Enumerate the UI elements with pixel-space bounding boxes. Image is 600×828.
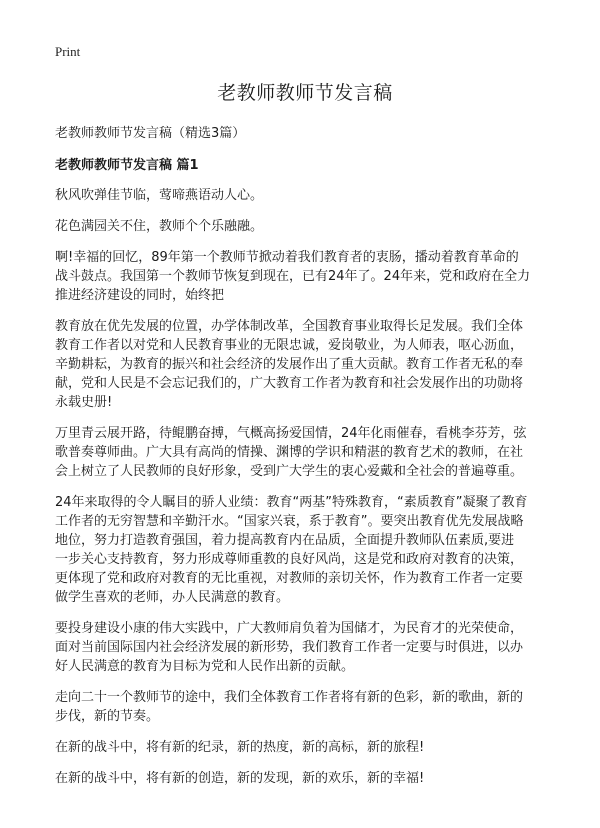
paragraph-line: 一步关心支持教育，努力形成尊师重教的良好风尚，这是党和政府对教育的决策， bbox=[55, 552, 524, 567]
document-body bbox=[55, 186, 555, 788]
document-subtitle: 老教师教师节发言稿（精选3篇） bbox=[55, 126, 246, 141]
paragraph-line: 歌普奏尊师曲。广大具有高尚的情操、渊博的学识和精湛的教育艺术的教师，在社 bbox=[55, 445, 524, 460]
paragraph bbox=[55, 186, 555, 205]
paragraph-line: 做学生喜欢的老师，办人民满意的教育。 bbox=[55, 590, 290, 605]
paragraph bbox=[55, 688, 555, 726]
paragraph-line: 好人民满意的教育为目标为党和人民作出新的贡献。 bbox=[55, 659, 355, 674]
paragraph-line: 24年来取得的令人瞩目的骄人业绩：教育“两基”特殊教育，“素质教育”凝聚了教育 bbox=[55, 495, 528, 510]
paragraph bbox=[55, 217, 555, 236]
paragraph bbox=[55, 248, 555, 305]
paragraph bbox=[55, 619, 555, 676]
paragraph bbox=[55, 317, 555, 412]
paragraph-line: 走向二十一个教师节的途中，我们全体教育工作者将有新的色彩，新的歌曲，新的 bbox=[55, 690, 524, 705]
paragraph-line: 地位，努力打造教育强国，着力提高教育内在品质，全面提升教师队伍素质,要进 bbox=[55, 533, 515, 548]
paragraph-line: 秋风吹弹佳节临，莺啼燕语动人心。 bbox=[55, 188, 264, 203]
paragraph bbox=[55, 493, 555, 607]
paragraph-line: 工作者的无穷智慧和辛勤汗水。“国家兴衰，系于教育”。要突出教育优先发展战略 bbox=[55, 514, 524, 529]
paragraph bbox=[55, 769, 555, 788]
paragraph-line: 更体现了党和政府对教育的无比重视，对教师的亲切关怀，作为教育工作者一定要 bbox=[55, 571, 524, 586]
paragraph-line: 教育放在优先发展的位置，办学体制改革，全国教育事业取得长足发展。我们全体 bbox=[55, 319, 524, 334]
paragraph-line: 献，党和人民是不会忘记我们的，广大教育工作者为教育和社会发展作出的功勋将 bbox=[55, 376, 524, 391]
paragraph-line: 推进经济建设的同时，始终把 bbox=[55, 288, 225, 303]
paragraph-line: 永载史册! bbox=[55, 395, 113, 410]
paragraph-line: 在新的战斗中，将有新的纪录，新的热度，新的高标，新的旅程! bbox=[55, 740, 425, 755]
paragraph-line: 面对当前国际国内社会经济发展的新形势，我们教育工作者一定要与时俱进，以办 bbox=[55, 640, 524, 655]
paragraph-line: 啊!幸福的回忆，89年第一个教师节掀动着我们教育者的衷肠，播动着教育革命的 bbox=[55, 250, 519, 265]
print-link[interactable]: Print bbox=[55, 44, 81, 59]
paragraph-line: 战斗鼓点。我国第一个教师节恢复到现在，已有24年了。24年来，党和政府在全力 bbox=[55, 269, 531, 284]
paragraph-line: 会上树立了人民教师的良好形象，受到广大学生的衷心爱戴和全社会的普遍尊重。 bbox=[55, 464, 524, 479]
paragraph-line: 在新的战斗中，将有新的创造，新的发现，新的欢乐，新的幸福! bbox=[55, 771, 425, 786]
paragraph bbox=[55, 424, 555, 481]
paragraph bbox=[55, 738, 555, 757]
paragraph-line: 教育工作者以对党和人民教育事业的无限忠诚，爱岗敬业，为人师表，呕心沥血， bbox=[55, 338, 524, 353]
paragraph-line: 要投身建设小康的伟大实践中，广大教师肩负着为国储才，为民育才的光荣使命， bbox=[55, 621, 524, 636]
paragraph-line: 步伐，新的节奏。 bbox=[55, 709, 160, 724]
paragraph-line: 辛勤耕耘，为教育的振兴和社会经济的发展作出了重大贡献。教育工作者无私的奉 bbox=[55, 357, 524, 372]
document-title: 老教师教师节发言稿 bbox=[217, 82, 393, 104]
section-heading: 老教师教师节发言稿 篇1 bbox=[55, 158, 199, 173]
paragraph-line: 万里青云展开路，待鲲鹏奋搏，气概高扬爱国情，24年化雨催春，看桃李芬芳，弦 bbox=[55, 426, 527, 441]
document-page bbox=[55, 44, 555, 800]
paragraph-line: 花色满园关不住，教师个个乐融融。 bbox=[55, 219, 264, 234]
